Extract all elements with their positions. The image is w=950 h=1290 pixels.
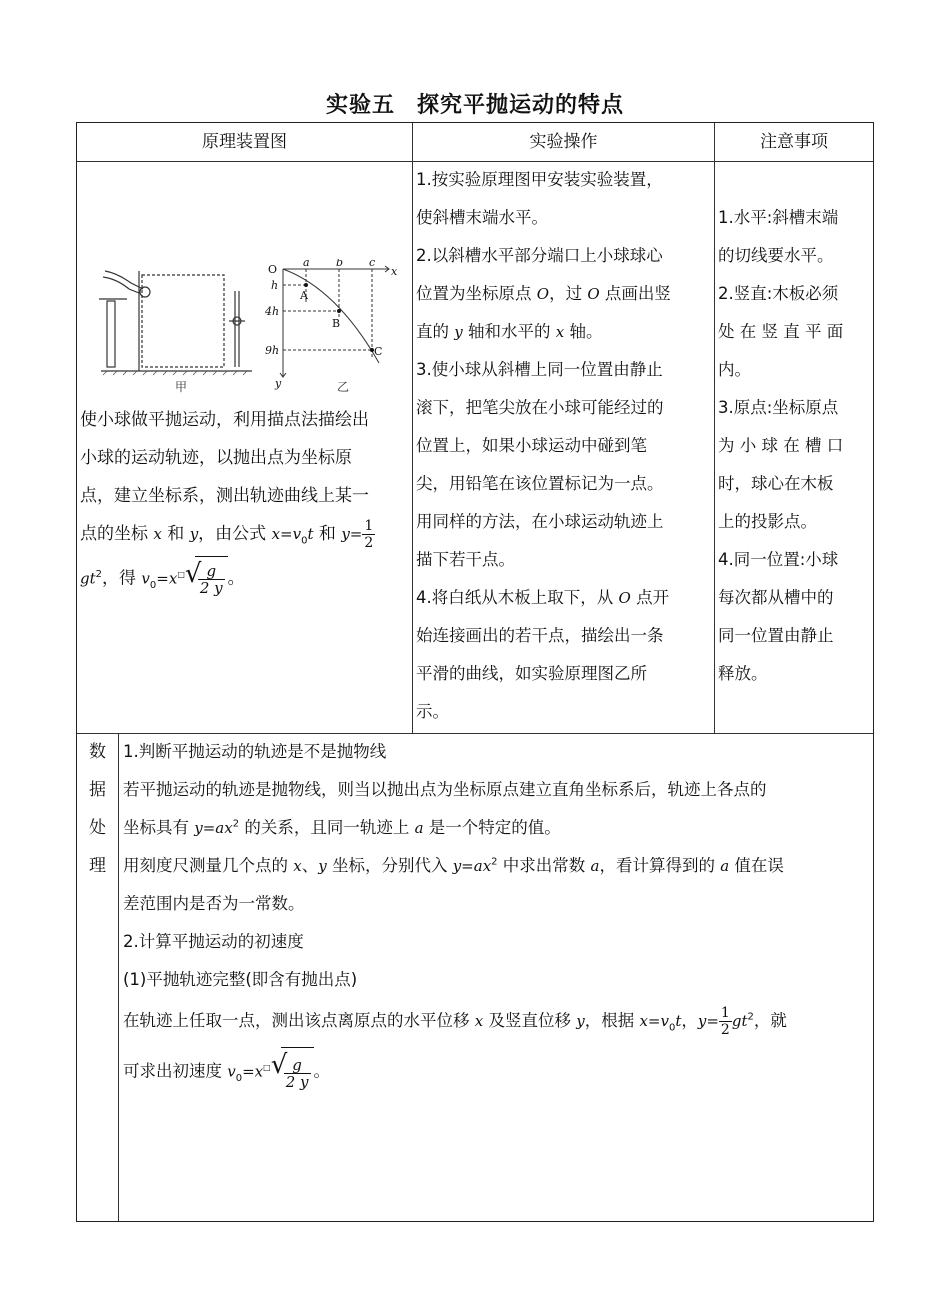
caption-yi: 乙 xyxy=(337,380,350,394)
note-line: 4.同一位置:小球 xyxy=(718,550,839,569)
operations-text xyxy=(416,161,713,731)
header-principle: 原理装置图 xyxy=(202,132,287,152)
apparatus-jia xyxy=(99,271,252,371)
note-line: 3.原点:坐标原点 xyxy=(718,398,839,417)
data-line: 差范围内是否为一常数。 xyxy=(123,894,305,913)
op-line: 描下若干点。 xyxy=(416,550,515,569)
data-heading-2: 2.计算平抛运动的初速度 xyxy=(123,932,304,951)
half-fraction: $\frac{1}{2}$ xyxy=(364,517,374,551)
label-a: a xyxy=(303,259,310,269)
principle-line-4: 点的坐标 x 和 y，由公式 $x=v_0t$ 和 y= $\frac{1}{2}$ xyxy=(80,517,374,551)
apparatus-figure xyxy=(87,259,407,399)
op-line: 1.按实验原理图甲安装实验装置， xyxy=(416,170,663,189)
note-line: 的切线要水平。 xyxy=(718,246,834,265)
op-line: 2.以斜槽水平部分端口上小球球心 xyxy=(416,246,663,265)
label-9h: 9h xyxy=(265,344,280,357)
label-y: y xyxy=(275,377,282,390)
principle-line-3: 点，建立坐标系，测出轨迹曲线上某一 xyxy=(80,486,369,506)
data-processing-label: 数 据 处 理 xyxy=(89,742,106,876)
principle-line-5: $gt^2$，得 $v_0=x^□$ √ $\frac{g}{2 y}$ 。 xyxy=(80,553,410,601)
principle-text xyxy=(80,401,410,601)
label-c: c xyxy=(369,259,376,269)
note-line: 1.水平:斜槽末端 xyxy=(718,208,839,227)
page-title xyxy=(0,88,950,119)
header-notes: 注意事项 xyxy=(760,132,828,152)
op-line: 位置上，如果小球运动中碰到笔 xyxy=(416,436,647,455)
op-line: 4.将白纸从木板上取下，从 O 点开 xyxy=(416,588,670,607)
op-line: 直的 y 轴和水平的 x 轴。 xyxy=(416,322,603,341)
caption-jia: 甲 xyxy=(175,380,188,394)
notes-text xyxy=(718,199,873,693)
note-line: 处 在 竖 直 平 面 xyxy=(718,322,844,341)
sqrt-formula: √ $\frac{g}{2 y}$ xyxy=(185,556,228,601)
label-b: b xyxy=(336,259,344,269)
label-4h: 4h xyxy=(265,305,280,318)
data-line: 在轨迹上任取一点，测出该点离原点的水平位移 x 及竖直位移 y，根据 $x=v_0t$，y= $\frac{1}{2}$ $gt^2$，就 xyxy=(123,1005,787,1038)
note-line: 上的投影点。 xyxy=(718,512,817,531)
note-line: 释放。 xyxy=(718,664,768,683)
point-B xyxy=(337,309,341,313)
data-line: 坐标具有 $y=ax^2$ 的关系，且同一轨迹上 a 是一个特定的值。 xyxy=(123,818,561,837)
principle-line-2: 小球的运动轨迹，以抛出点为坐标原 xyxy=(80,448,352,468)
note-line: 内。 xyxy=(718,360,751,379)
op-line: 平滑的曲线，如实验原理图乙所 xyxy=(416,664,647,683)
op-line: 滚下，把笔尖放在小球可能经过的 xyxy=(416,398,664,417)
title-part2: 探究平抛运动的特点 xyxy=(417,93,625,118)
op-line: 尖，用铅笔在该位置标记为一点。 xyxy=(416,474,664,493)
data-heading-3: (1)平抛轨迹完整(即含有抛出点) xyxy=(123,970,358,989)
principle-line-1: 使小球做平抛运动，利用描点法描绘出 xyxy=(80,410,369,430)
experiment-table xyxy=(76,122,874,1222)
title-part1: 实验五 xyxy=(325,93,395,118)
label-B: B xyxy=(332,317,341,330)
label-C: C xyxy=(374,345,383,358)
data-line: 用刻度尺测量几个点的 x、y 坐标，分别代入 $y=ax^2$ 中求出常数 a，看计算得到的 a 值在误 xyxy=(123,856,784,875)
note-line: 同一位置由静止 xyxy=(718,626,834,645)
label-x: x xyxy=(391,265,398,278)
note-line: 2.竖直:木板必须 xyxy=(718,284,839,303)
label-A: A xyxy=(300,289,308,302)
data-heading-1: 1.判断平抛运动的轨迹是不是抛物线 xyxy=(123,742,387,761)
data-processing-text xyxy=(123,733,871,1098)
op-line: 始连接画出的若干点，描绘出一条 xyxy=(416,626,664,645)
op-line: 用同样的方法，在小球运动轨迹上 xyxy=(416,512,664,531)
data-label-divider xyxy=(118,733,119,1221)
label-O: O xyxy=(268,263,278,276)
point-A xyxy=(304,283,308,287)
note-line: 时，球心在木板 xyxy=(718,474,834,493)
op-line: 位置为坐标原点 O，过 O 点画出竖 xyxy=(416,284,671,303)
data-line: 可求出初速度 $v_0=x^□$ √ $\frac{g}{2 y}$ 。 xyxy=(123,1043,871,1098)
op-line: 示。 xyxy=(416,702,449,721)
label-h: h xyxy=(271,279,279,292)
note-line: 为 小 球 在 槽 口 xyxy=(718,436,844,455)
col-divider-1 xyxy=(412,123,413,733)
data-line: 若平抛运动的轨迹是抛物线，则当以抛出点为坐标原点建立直角坐标系后，轨迹上各点的 xyxy=(123,780,767,799)
note-line: 每次都从槽中的 xyxy=(718,588,834,607)
header-operations: 实验操作 xyxy=(529,132,598,152)
op-line: 3.使小球从斜槽上同一位置由静止 xyxy=(416,360,663,379)
point-C xyxy=(370,348,374,352)
op-line: 使斜槽末端水平。 xyxy=(416,208,548,227)
col-divider-2 xyxy=(714,123,715,733)
